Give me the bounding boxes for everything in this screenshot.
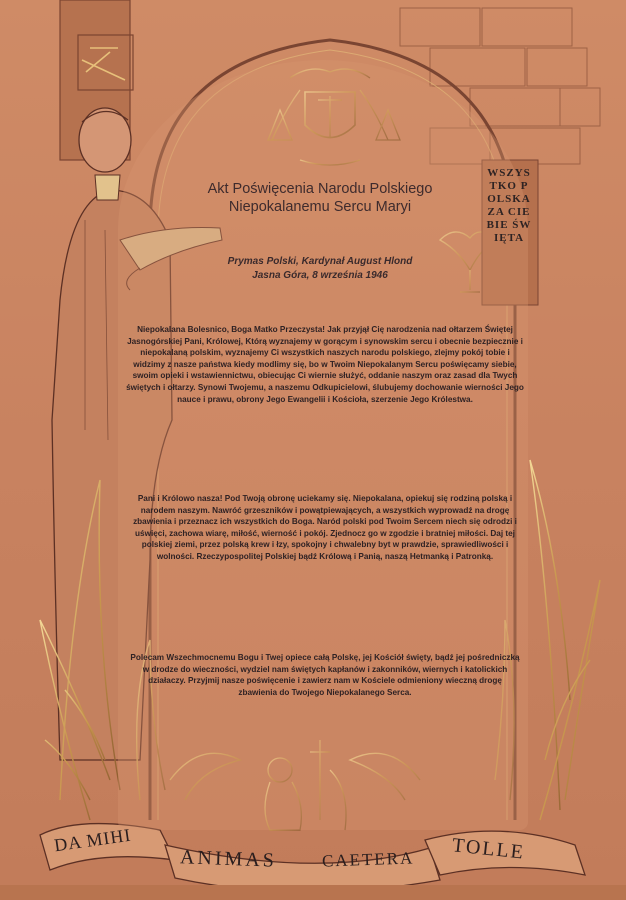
place-date-line: Jasna Góra, 8 września 1946	[252, 270, 388, 281]
document-subtitle	[150, 255, 490, 283]
paragraph-1: Niepokalana Bolesnico, Boga Matko Przeczysta! Jak przyjął Cię narodzenia nad ołtarzem Świętej Jasnogórskiej Pani, Królowej, Którą wyznajemy w gorącym i synowskim sercu i obecnie bezpiecznie i niepokalaną polskim, wyznajemy Ci wszystkich naszych narodu polskiego, zlejmy pokój tobie i widzimy z nasze państwa kiedy modlimy się, bo w Twoim Niepokalanym Sercu poświęcamy siebie, swoim opieki i wstawiennictwu, obiecując Ci wiernie służyć, oddanie naszym oraz zasad dla Twych świętych i ołtarzy. Synowi Twojemu, a naszemu Odkupicielowi, ślubujemy dochowanie wierności Jego nauce i prawu, obrony Jego Ewangelii i Kościoła, szerzenie Jego Królestwa.	[126, 325, 524, 404]
document-title	[150, 180, 490, 216]
side-inscription: WSZYSTKO POLSKA ZA CIEBIE ŚWIĘTA	[486, 167, 532, 244]
paragraph-2: Pani i Królowo nasza! Pod Twoją obronę uciekamy się. Niepokalana, opiekuj się rodziną polską i narodem naszym. Nawróć grzeszników i powątpiewających, a wszystkich wyprowadź na drogę zbawienia i przeznacz ich wszystkich do Boga. Naród polski pod Twoim Sercem niech się odrodzi i uświęci, zachowa wiarę, miłość, wierność i pokój. Zjednocz go w zgodzie i bratniej miłości. Daj tej polskiej ziemi, przez polską krew i łzy, spokojny i chwalebny byt w prawdzie, sprawiedliwości i wolności. Rzeczypospolitej Polskiej bądź Królową i Panią, naszą Hetmanką i Patronką.	[133, 494, 517, 561]
author-line: Prymas Polski, Kardynał August Hlond	[227, 256, 413, 267]
title-line-2: Niepokalanemu Sercu Maryi	[228, 199, 412, 215]
ribbon-word-2: ANIMAS	[179, 846, 278, 872]
arch-text-panel	[118, 60, 528, 830]
ribbon-word-4: TOLLE	[451, 834, 526, 864]
paragraph-3: Polecam Wszechmocnemu Bogu i Twej opiece całą Polskę, jej Kościół święty, bądź jej pośredniczką w drodze do wieczności, wydziel nam świętych kapłanów i zakonników, wiernych i katolickich działaczy. Przyjmij nasze poświęcenie i zawierz nam w Kościele odmieniony wieczną drogę zbawienia do Twojego Niepokalanego Serca.	[130, 653, 520, 697]
ribbon-word-1: DA MIHI	[52, 824, 133, 856]
title-line-1: Akt Poświęcenia Narodu Polskiego	[207, 181, 433, 197]
ribbon-word-3: CAETERA	[321, 848, 415, 871]
